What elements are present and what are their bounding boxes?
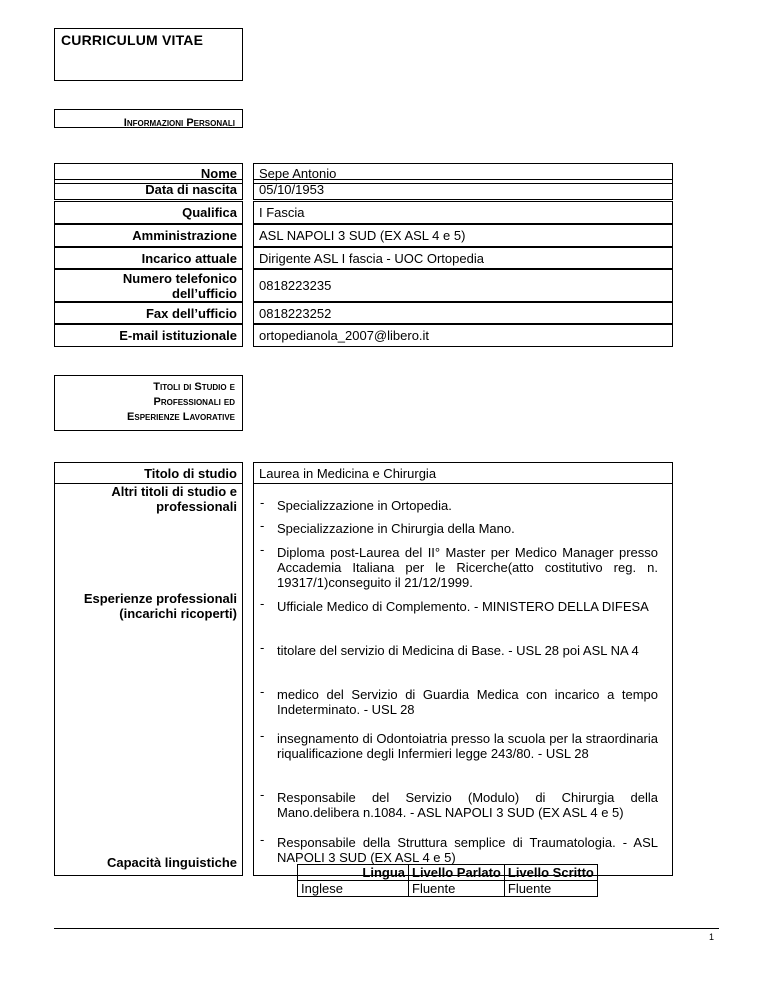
label-qualifica: Qualifica (54, 201, 243, 224)
footer-divider (54, 928, 719, 929)
label-telefono (54, 269, 243, 302)
label-amministrazione: Amministrazione (54, 224, 243, 247)
value-titolo-studio: Laurea in Medicina e Chirurgia (259, 466, 437, 481)
list-item: - insegnamento di Odontoiatria presso la scuola per la straordinaria riqualificazione degli Infermieri legge 243/80. - USL 28 (260, 728, 658, 761)
table-row (298, 881, 598, 897)
spoken-level-cell: Fluente (409, 881, 505, 897)
label-titolo-studio: Titolo di studio (144, 466, 237, 481)
label-esperienze-line1: Esperienze professionali (83, 591, 237, 606)
label-esperienze-line2: (incarichi ricoperti) (119, 606, 237, 621)
written-level-cell: Fluente (504, 881, 597, 897)
label-fax: Fax dell’ufficio (54, 302, 243, 324)
label-esperienze (84, 591, 237, 621)
value-fax: 0818223252 (253, 302, 673, 324)
divider (254, 483, 672, 484)
section-title-studies-3: Esperienze Lavorative (127, 411, 235, 423)
section-header-personal (54, 109, 243, 128)
label-incarico: Incarico attuale (54, 247, 243, 269)
label-altri-line1: Altri titoli di studio e (111, 484, 237, 499)
list-item: - Specializzazione in Chirurgia della Mano. (260, 518, 515, 536)
list-item: - Responsabile del Servizio (Modulo) di Chirurgia della Mano.delibera n.1084. - ASL NAPOLI 3 SUD (EX ASL 4 e 5) (260, 787, 658, 820)
page-number: 1 (708, 932, 714, 942)
label-telefono-line1: Numero telefonico (122, 270, 237, 286)
list-item: - Ufficiale Medico di Complemento. - MINISTERO DELLA DIFESA (260, 596, 649, 614)
list-item: - Specializzazione in Ortopedia. (260, 495, 452, 513)
label-nome: Nome (54, 163, 243, 184)
spoken-level-header: Livello Parlato (409, 865, 505, 881)
value-nome: Sepe Antonio (253, 163, 673, 184)
value-incarico: Dirigente ASL I fascia - UOC Ortopedia (253, 247, 673, 269)
value-amministrazione: ASL NAPOLI 3 SUD (EX ASL 4 e 5) (253, 224, 673, 247)
value-email: ortopedianola_2007@libero.it (253, 324, 673, 347)
section-header-studies (54, 375, 243, 431)
label-capacita-linguistiche: Capacità linguistiche (106, 855, 237, 870)
cv-title: CURRICULUM VITAE (61, 32, 204, 48)
label-altri-titoli (111, 484, 237, 514)
value-telefono: 0818223235 (253, 269, 673, 302)
list-item: - medico del Servizio di Guardia Medica con incarico a tempo Indeterminato. - USL 28 (260, 684, 658, 717)
section-title-personal: Informazioni Personali (123, 117, 235, 129)
section-title-studies-2: Professionali ed (153, 396, 235, 408)
list-item: - Diploma post-Laurea del II° Master per Medico Manager presso Accademia Italiana per le Ricerche(atto costitutivo reg. n. 19317/1)conseguito il 21/12/1999. (260, 542, 658, 590)
education-value-column (253, 462, 673, 876)
label-email: E-mail istituzionale (54, 324, 243, 347)
label-telefono-line2: dell’ufficio (172, 285, 237, 301)
education-label-column (54, 462, 243, 876)
list-item: - titolare del servizio di Medicina di Base. - USL 28 poi ASL NA 4 (260, 640, 639, 658)
cv-title-box (54, 28, 243, 81)
language-cell: Inglese (298, 881, 409, 897)
label-altri-line2: professionali (156, 499, 237, 514)
value-qualifica: I Fascia (253, 201, 673, 224)
value-data-nascita: 05/10/1953 (253, 179, 673, 200)
language-table (297, 864, 598, 897)
list-item: - Responsabile della Struttura semplice di Traumatologia. - ASL NAPOLI 3 SUD (EX ASL 4 e 5) (260, 832, 658, 865)
section-title-studies-1: Titoli di Studio e (153, 381, 235, 393)
language-header: Lingua (298, 865, 409, 881)
label-data-nascita: Data di nascita (54, 179, 243, 200)
written-level-header: Livello Scritto (504, 865, 597, 881)
